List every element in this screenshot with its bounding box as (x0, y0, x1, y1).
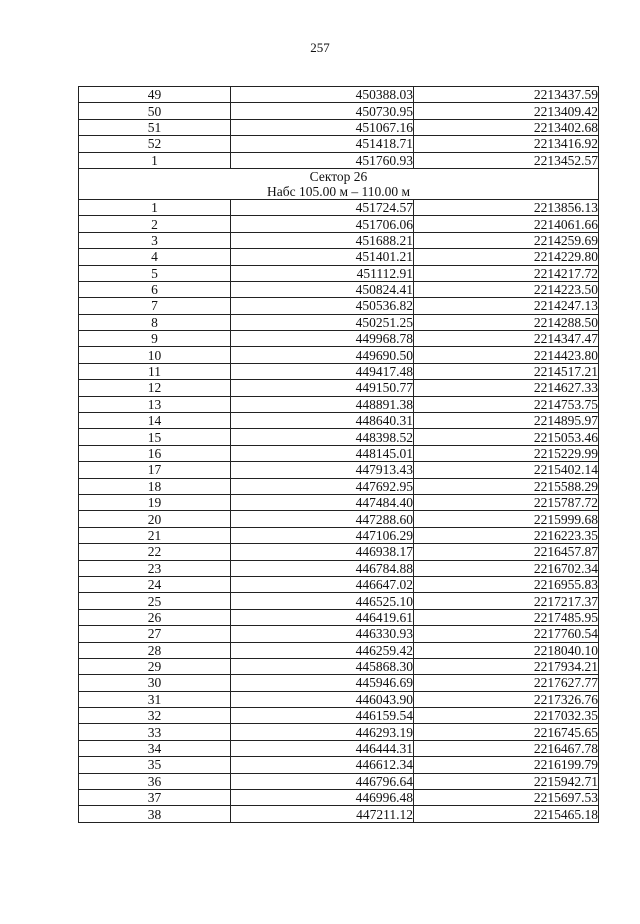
table-row (79, 281, 599, 297)
coordinates-table (78, 86, 599, 823)
y-coordinate-cell: 2214061.66 (414, 216, 599, 232)
point-number-cell: 8 (79, 314, 231, 330)
y-coordinate-cell: 2216745.65 (414, 724, 599, 740)
x-coordinate-cell: 451418.71 (231, 136, 414, 152)
sector-height-range: Набс 105.00 м – 110.00 м (266, 183, 411, 199)
y-coordinate-cell: 2217032.35 (414, 708, 599, 724)
x-coordinate-cell: 446293.19 (231, 724, 414, 740)
point-number-cell: 15 (79, 429, 231, 445)
table-row (79, 593, 599, 609)
y-coordinate-cell: 2213856.13 (414, 199, 599, 215)
y-coordinate-cell: 2217217.37 (414, 593, 599, 609)
table-row (79, 136, 599, 152)
y-coordinate-cell: 2214347.47 (414, 331, 599, 347)
table-row (79, 658, 599, 674)
page-number: 257 (310, 40, 330, 55)
table-row (79, 462, 599, 478)
table-row (79, 626, 599, 642)
table-row (79, 773, 599, 789)
table-row (79, 724, 599, 740)
point-number-cell: 10 (79, 347, 231, 363)
x-coordinate-cell: 445868.30 (231, 658, 414, 674)
point-number-cell: 31 (79, 691, 231, 707)
point-number-cell: 30 (79, 675, 231, 691)
table-row (79, 380, 599, 396)
x-coordinate-cell: 449417.48 (231, 363, 414, 379)
point-number-cell: 11 (79, 363, 231, 379)
table-row (79, 609, 599, 625)
table-row (79, 265, 599, 281)
table-row (79, 478, 599, 494)
table-row (79, 396, 599, 412)
table-row (79, 298, 599, 314)
table-row (79, 199, 599, 215)
y-coordinate-cell: 2215402.14 (414, 462, 599, 478)
point-number-cell: 52 (79, 136, 231, 152)
y-coordinate-cell: 2214247.13 (414, 298, 599, 314)
x-coordinate-cell: 448145.01 (231, 445, 414, 461)
x-coordinate-cell: 451706.06 (231, 216, 414, 232)
x-coordinate-cell: 447106.29 (231, 527, 414, 543)
x-coordinate-cell: 446525.10 (231, 593, 414, 609)
point-number-cell: 51 (79, 119, 231, 135)
y-coordinate-cell: 2214517.21 (414, 363, 599, 379)
point-number-cell: 35 (79, 757, 231, 773)
x-coordinate-cell: 451401.21 (231, 249, 414, 265)
table-row (79, 103, 599, 119)
y-coordinate-cell: 2213437.59 (414, 87, 599, 103)
y-coordinate-cell: 2217760.54 (414, 626, 599, 642)
point-number-cell: 17 (79, 462, 231, 478)
y-coordinate-cell: 2215465.18 (414, 806, 599, 822)
y-coordinate-cell: 2215942.71 (414, 773, 599, 789)
point-number-cell: 23 (79, 560, 231, 576)
x-coordinate-cell: 447484.40 (231, 494, 414, 510)
x-coordinate-cell: 449690.50 (231, 347, 414, 363)
point-number-cell: 18 (79, 478, 231, 494)
table-row (79, 642, 599, 658)
x-coordinate-cell: 446647.02 (231, 576, 414, 592)
point-number-cell: 28 (79, 642, 231, 658)
y-coordinate-cell: 2218040.10 (414, 642, 599, 658)
table-row (79, 527, 599, 543)
point-number-cell: 5 (79, 265, 231, 281)
point-number-cell: 9 (79, 331, 231, 347)
table-row (79, 511, 599, 527)
y-coordinate-cell: 2216702.34 (414, 560, 599, 576)
y-coordinate-cell: 2214229.80 (414, 249, 599, 265)
x-coordinate-cell: 446444.31 (231, 740, 414, 756)
x-coordinate-cell: 449968.78 (231, 331, 414, 347)
point-number-cell: 29 (79, 658, 231, 674)
x-coordinate-cell: 448640.31 (231, 413, 414, 429)
sector-title: Сектор 26 (309, 168, 368, 184)
point-number-cell: 4 (79, 249, 231, 265)
y-coordinate-cell: 2214288.50 (414, 314, 599, 330)
point-number-cell: 22 (79, 544, 231, 560)
point-number-cell: 32 (79, 708, 231, 724)
x-coordinate-cell: 445946.69 (231, 675, 414, 691)
x-coordinate-cell: 450824.41 (231, 281, 414, 297)
table-row (79, 87, 599, 103)
x-coordinate-cell: 450251.25 (231, 314, 414, 330)
point-number-cell: 21 (79, 527, 231, 543)
table-row (79, 314, 599, 330)
y-coordinate-cell: 2217934.21 (414, 658, 599, 674)
y-coordinate-cell: 2217627.77 (414, 675, 599, 691)
table-row (79, 708, 599, 724)
x-coordinate-cell: 450730.95 (231, 103, 414, 119)
y-coordinate-cell: 2215697.53 (414, 790, 599, 806)
x-coordinate-cell: 446938.17 (231, 544, 414, 560)
table-row (79, 232, 599, 248)
x-coordinate-cell: 451688.21 (231, 232, 414, 248)
x-coordinate-cell: 446043.90 (231, 691, 414, 707)
y-coordinate-cell: 2213409.42 (414, 103, 599, 119)
y-coordinate-cell: 2214627.33 (414, 380, 599, 396)
y-coordinate-cell: 2216223.35 (414, 527, 599, 543)
x-coordinate-cell: 449150.77 (231, 380, 414, 396)
table-row (79, 576, 599, 592)
x-coordinate-cell: 451760.93 (231, 152, 414, 168)
table-row (79, 216, 599, 232)
table-row (79, 560, 599, 576)
point-number-cell: 36 (79, 773, 231, 789)
table-row (79, 429, 599, 445)
y-coordinate-cell: 2213452.57 (414, 152, 599, 168)
x-coordinate-cell: 451112.91 (231, 265, 414, 281)
y-coordinate-cell: 2216457.87 (414, 544, 599, 560)
point-number-cell: 1 (79, 152, 231, 168)
table-row (79, 119, 599, 135)
point-number-cell: 3 (79, 232, 231, 248)
y-coordinate-cell: 2214259.69 (414, 232, 599, 248)
x-coordinate-cell: 446796.64 (231, 773, 414, 789)
table-body-sector-26 (79, 199, 599, 822)
table-row (79, 757, 599, 773)
y-coordinate-cell: 2214223.50 (414, 281, 599, 297)
x-coordinate-cell: 450536.82 (231, 298, 414, 314)
point-number-cell: 49 (79, 87, 231, 103)
point-number-cell: 27 (79, 626, 231, 642)
point-number-cell: 24 (79, 576, 231, 592)
x-coordinate-cell: 448398.52 (231, 429, 414, 445)
table-row (79, 544, 599, 560)
y-coordinate-cell: 2214217.72 (414, 265, 599, 281)
table-body-before-sector (79, 87, 599, 169)
point-number-cell: 50 (79, 103, 231, 119)
x-coordinate-cell: 446330.93 (231, 626, 414, 642)
table-row (79, 494, 599, 510)
table-row (79, 249, 599, 265)
y-coordinate-cell: 2217485.95 (414, 609, 599, 625)
point-number-cell: 26 (79, 609, 231, 625)
x-coordinate-cell: 446612.34 (231, 757, 414, 773)
y-coordinate-cell: 2213402.68 (414, 119, 599, 135)
table-row (79, 445, 599, 461)
point-number-cell: 33 (79, 724, 231, 740)
point-number-cell: 37 (79, 790, 231, 806)
y-coordinate-cell: 2213416.92 (414, 136, 599, 152)
x-coordinate-cell: 446996.48 (231, 790, 414, 806)
y-coordinate-cell: 2215787.72 (414, 494, 599, 510)
sector-header-group (79, 168, 599, 199)
point-number-cell: 25 (79, 593, 231, 609)
y-coordinate-cell: 2215229.99 (414, 445, 599, 461)
point-number-cell: 16 (79, 445, 231, 461)
x-coordinate-cell: 447288.60 (231, 511, 414, 527)
table-row (79, 740, 599, 756)
sector-header (79, 168, 599, 199)
point-number-cell: 14 (79, 413, 231, 429)
x-coordinate-cell: 451724.57 (231, 199, 414, 215)
x-coordinate-cell: 447913.43 (231, 462, 414, 478)
y-coordinate-cell: 2214895.97 (414, 413, 599, 429)
y-coordinate-cell: 2215053.46 (414, 429, 599, 445)
y-coordinate-cell: 2216955.83 (414, 576, 599, 592)
table-row (79, 152, 599, 168)
point-number-cell: 7 (79, 298, 231, 314)
y-coordinate-cell: 2215588.29 (414, 478, 599, 494)
point-number-cell: 19 (79, 494, 231, 510)
point-number-cell: 20 (79, 511, 231, 527)
table-row (79, 675, 599, 691)
table-row (79, 363, 599, 379)
x-coordinate-cell: 446419.61 (231, 609, 414, 625)
table-row (79, 790, 599, 806)
x-coordinate-cell: 446159.54 (231, 708, 414, 724)
y-coordinate-cell: 2216199.79 (414, 757, 599, 773)
table-row (79, 331, 599, 347)
y-coordinate-cell: 2217326.76 (414, 691, 599, 707)
point-number-cell: 6 (79, 281, 231, 297)
x-coordinate-cell: 447211.12 (231, 806, 414, 822)
x-coordinate-cell: 446259.42 (231, 642, 414, 658)
x-coordinate-cell: 450388.03 (231, 87, 414, 103)
x-coordinate-cell: 447692.95 (231, 478, 414, 494)
x-coordinate-cell: 451067.16 (231, 119, 414, 135)
y-coordinate-cell: 2215999.68 (414, 511, 599, 527)
sector-header-row (79, 168, 599, 199)
table-row (79, 691, 599, 707)
point-number-cell: 13 (79, 396, 231, 412)
point-number-cell: 1 (79, 199, 231, 215)
table-row (79, 806, 599, 822)
table-row (79, 347, 599, 363)
y-coordinate-cell: 2216467.78 (414, 740, 599, 756)
point-number-cell: 38 (79, 806, 231, 822)
y-coordinate-cell: 2214423.80 (414, 347, 599, 363)
x-coordinate-cell: 448891.38 (231, 396, 414, 412)
point-number-cell: 12 (79, 380, 231, 396)
x-coordinate-cell: 446784.88 (231, 560, 414, 576)
point-number-cell: 34 (79, 740, 231, 756)
point-number-cell: 2 (79, 216, 231, 232)
y-coordinate-cell: 2214753.75 (414, 396, 599, 412)
table-row (79, 413, 599, 429)
